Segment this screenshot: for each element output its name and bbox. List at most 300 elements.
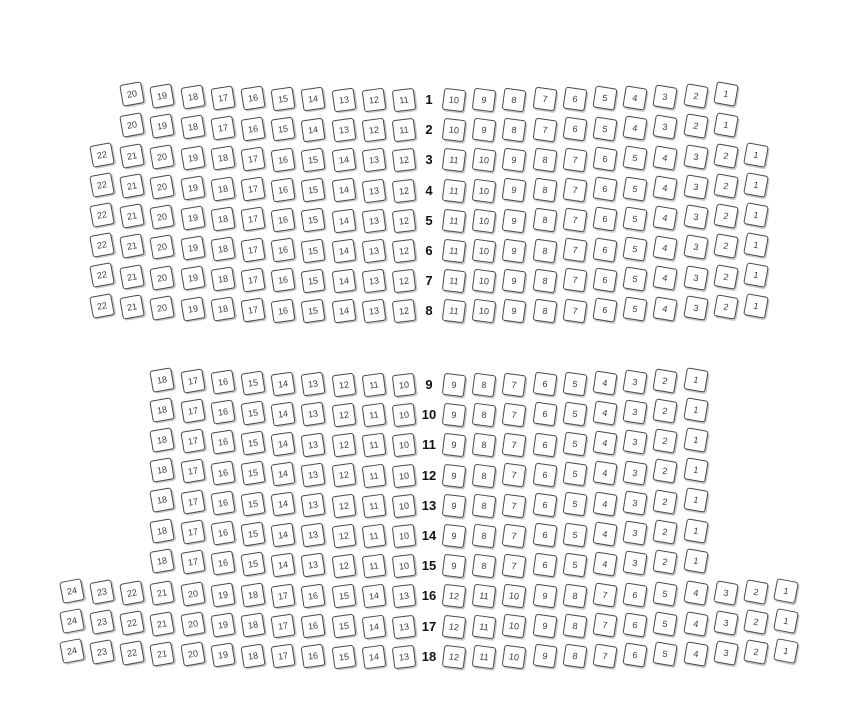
seat[interactable]: 18 xyxy=(180,114,205,139)
seat[interactable]: 10 xyxy=(442,88,467,113)
seat[interactable]: 10 xyxy=(392,494,417,519)
seat[interactable]: 18 xyxy=(150,518,175,543)
seat[interactable]: 7 xyxy=(532,87,557,112)
seat[interactable]: 1 xyxy=(743,172,769,198)
seat[interactable]: 7 xyxy=(502,554,527,579)
seat[interactable]: 18 xyxy=(210,176,235,201)
seat[interactable]: 13 xyxy=(301,432,326,457)
seat[interactable]: 12 xyxy=(392,269,417,294)
seat[interactable]: 11 xyxy=(472,644,497,669)
seat[interactable]: 15 xyxy=(301,208,326,233)
seat[interactable]: 14 xyxy=(331,299,356,324)
seat[interactable]: 15 xyxy=(331,644,356,669)
seat[interactable]: 2 xyxy=(653,549,678,574)
seat[interactable]: 13 xyxy=(361,148,386,173)
seat[interactable]: 16 xyxy=(210,550,235,575)
seat[interactable]: 24 xyxy=(59,608,85,634)
seat[interactable]: 4 xyxy=(653,145,678,170)
seat[interactable]: 12 xyxy=(442,584,467,609)
seat[interactable]: 12 xyxy=(392,178,417,203)
seat[interactable]: 8 xyxy=(502,87,527,112)
seat[interactable]: 3 xyxy=(713,640,739,666)
seat[interactable]: 1 xyxy=(743,202,769,228)
seat[interactable]: 3 xyxy=(623,460,648,485)
seat[interactable]: 8 xyxy=(502,118,527,143)
seat[interactable]: 12 xyxy=(331,463,356,488)
seat[interactable]: 9 xyxy=(472,118,497,143)
seat[interactable]: 14 xyxy=(331,208,356,233)
seat[interactable]: 16 xyxy=(271,207,296,232)
seat[interactable]: 2 xyxy=(713,203,739,229)
seat[interactable]: 6 xyxy=(623,612,648,637)
seat[interactable]: 14 xyxy=(271,371,296,396)
seat[interactable]: 20 xyxy=(180,612,205,637)
seat[interactable]: 10 xyxy=(472,208,497,233)
seat[interactable]: 10 xyxy=(472,269,497,294)
seat[interactable]: 18 xyxy=(210,146,235,171)
seat[interactable]: 11 xyxy=(442,299,467,324)
seat[interactable]: 14 xyxy=(301,87,326,112)
seat[interactable]: 20 xyxy=(150,204,175,229)
seat[interactable]: 10 xyxy=(472,299,497,324)
seat[interactable]: 1 xyxy=(683,488,708,513)
seat[interactable]: 6 xyxy=(623,582,648,607)
seat[interactable]: 4 xyxy=(623,85,648,110)
seat[interactable]: 7 xyxy=(502,493,527,518)
seat[interactable]: 10 xyxy=(392,463,417,488)
seat[interactable]: 8 xyxy=(532,178,557,203)
seat[interactable]: 1 xyxy=(713,82,739,108)
seat[interactable]: 8 xyxy=(472,403,497,428)
seat[interactable]: 20 xyxy=(150,295,175,320)
seat[interactable]: 7 xyxy=(562,147,587,172)
seat[interactable]: 3 xyxy=(623,520,648,545)
seat[interactable]: 16 xyxy=(210,399,235,424)
seat[interactable]: 15 xyxy=(240,431,265,456)
seat[interactable]: 6 xyxy=(592,207,617,232)
seat[interactable]: 3 xyxy=(653,114,678,139)
seat[interactable]: 1 xyxy=(773,578,799,604)
seat[interactable]: 22 xyxy=(119,610,145,636)
seat[interactable]: 2 xyxy=(653,398,678,423)
seat[interactable]: 17 xyxy=(180,398,205,423)
seat[interactable]: 17 xyxy=(210,115,235,140)
seat[interactable]: 13 xyxy=(301,372,326,397)
seat[interactable]: 11 xyxy=(361,373,386,398)
seat[interactable]: 9 xyxy=(442,554,467,579)
seat[interactable]: 5 xyxy=(562,371,587,396)
seat[interactable]: 14 xyxy=(331,269,356,294)
seat[interactable]: 13 xyxy=(301,523,326,548)
seat[interactable]: 12 xyxy=(442,645,467,670)
seat[interactable]: 20 xyxy=(180,642,205,667)
seat[interactable]: 13 xyxy=(392,645,417,670)
seat[interactable]: 4 xyxy=(592,551,617,576)
seat[interactable]: 22 xyxy=(89,263,115,289)
seat[interactable]: 5 xyxy=(623,236,648,261)
seat[interactable]: 4 xyxy=(592,400,617,425)
seat[interactable]: 11 xyxy=(361,493,386,518)
seat[interactable]: 18 xyxy=(150,367,175,392)
seat[interactable]: 22 xyxy=(89,172,115,198)
seat[interactable]: 21 xyxy=(119,294,145,320)
seat[interactable]: 20 xyxy=(150,265,175,290)
seat[interactable]: 17 xyxy=(240,237,265,262)
seat[interactable]: 22 xyxy=(89,202,115,228)
seat[interactable]: 12 xyxy=(361,88,386,113)
seat[interactable]: 13 xyxy=(331,118,356,143)
seat[interactable]: 14 xyxy=(361,644,386,669)
seat[interactable]: 6 xyxy=(532,493,557,518)
seat[interactable]: 13 xyxy=(361,208,386,233)
seat[interactable]: 19 xyxy=(150,83,175,108)
seat[interactable]: 3 xyxy=(623,369,648,394)
seat[interactable]: 1 xyxy=(713,112,739,138)
seat[interactable]: 21 xyxy=(150,581,175,606)
seat[interactable]: 11 xyxy=(361,433,386,458)
seat[interactable]: 1 xyxy=(683,518,708,543)
seat[interactable]: 16 xyxy=(210,430,235,455)
seat[interactable]: 5 xyxy=(562,522,587,547)
seat[interactable]: 5 xyxy=(562,432,587,457)
seat[interactable]: 15 xyxy=(331,584,356,609)
seat[interactable]: 16 xyxy=(240,116,265,141)
seat[interactable]: 12 xyxy=(331,493,356,518)
seat[interactable]: 19 xyxy=(210,582,235,607)
seat[interactable]: 16 xyxy=(271,147,296,172)
seat[interactable]: 21 xyxy=(119,143,145,169)
seat[interactable]: 20 xyxy=(119,112,145,138)
seat[interactable]: 22 xyxy=(119,580,145,606)
seat[interactable]: 10 xyxy=(472,178,497,203)
seat[interactable]: 9 xyxy=(532,644,557,669)
seat[interactable]: 6 xyxy=(532,402,557,427)
seat[interactable]: 13 xyxy=(361,178,386,203)
seat[interactable]: 18 xyxy=(150,427,175,452)
seat[interactable]: 11 xyxy=(361,524,386,549)
seat[interactable]: 18 xyxy=(150,397,175,422)
seat[interactable]: 4 xyxy=(653,236,678,261)
seat[interactable]: 14 xyxy=(271,552,296,577)
seat[interactable]: 16 xyxy=(210,369,235,394)
seat[interactable]: 19 xyxy=(180,296,205,321)
seat[interactable]: 9 xyxy=(442,433,467,458)
seat[interactable]: 14 xyxy=(361,614,386,639)
seat[interactable]: 9 xyxy=(532,584,557,609)
seat[interactable]: 1 xyxy=(743,263,769,289)
seat[interactable]: 7 xyxy=(562,298,587,323)
seat[interactable]: 4 xyxy=(592,491,617,516)
seat[interactable]: 19 xyxy=(180,266,205,291)
seat[interactable]: 12 xyxy=(392,239,417,264)
seat[interactable]: 24 xyxy=(59,638,85,664)
seat[interactable]: 9 xyxy=(442,494,467,519)
seat[interactable]: 19 xyxy=(180,145,205,170)
seat[interactable]: 14 xyxy=(301,117,326,142)
seat[interactable]: 10 xyxy=(392,554,417,579)
seat[interactable]: 2 xyxy=(743,639,769,665)
seat[interactable]: 3 xyxy=(683,174,708,199)
seat[interactable]: 16 xyxy=(301,614,326,639)
seat[interactable]: 7 xyxy=(532,117,557,142)
seat[interactable]: 2 xyxy=(653,489,678,514)
seat[interactable]: 13 xyxy=(392,614,417,639)
seat[interactable]: 6 xyxy=(532,432,557,457)
seat[interactable]: 18 xyxy=(240,583,265,608)
seat[interactable]: 12 xyxy=(392,299,417,324)
seat[interactable]: 13 xyxy=(301,402,326,427)
seat[interactable]: 6 xyxy=(532,372,557,397)
seat[interactable]: 20 xyxy=(150,144,175,169)
seat[interactable]: 14 xyxy=(271,432,296,457)
seat[interactable]: 15 xyxy=(301,238,326,263)
seat[interactable]: 16 xyxy=(271,238,296,263)
seat[interactable]: 1 xyxy=(683,367,708,392)
seat[interactable]: 7 xyxy=(562,207,587,232)
seat[interactable]: 16 xyxy=(240,86,265,111)
seat[interactable]: 10 xyxy=(442,118,467,143)
seat[interactable]: 5 xyxy=(653,642,678,667)
seat[interactable]: 15 xyxy=(271,117,296,142)
seat[interactable]: 2 xyxy=(713,173,739,199)
seat[interactable]: 13 xyxy=(361,269,386,294)
seat[interactable]: 5 xyxy=(562,492,587,517)
seat[interactable]: 20 xyxy=(150,235,175,260)
seat[interactable]: 18 xyxy=(180,84,205,109)
seat[interactable]: 4 xyxy=(653,296,678,321)
seat[interactable]: 17 xyxy=(210,85,235,110)
seat[interactable]: 1 xyxy=(683,427,708,452)
seat[interactable]: 15 xyxy=(240,370,265,395)
seat[interactable]: 6 xyxy=(592,237,617,262)
seat[interactable]: 14 xyxy=(331,148,356,173)
seat[interactable]: 3 xyxy=(653,84,678,109)
seat[interactable]: 13 xyxy=(331,87,356,112)
seat[interactable]: 5 xyxy=(562,462,587,487)
seat[interactable]: 6 xyxy=(592,297,617,322)
seat[interactable]: 7 xyxy=(592,613,617,638)
seat[interactable]: 6 xyxy=(592,267,617,292)
seat[interactable]: 18 xyxy=(210,297,235,322)
seat[interactable]: 1 xyxy=(683,548,708,573)
seat[interactable]: 2 xyxy=(713,264,739,290)
seat[interactable]: 1 xyxy=(683,397,708,422)
seat[interactable]: 3 xyxy=(683,295,708,320)
seat[interactable]: 4 xyxy=(592,431,617,456)
seat[interactable]: 9 xyxy=(502,208,527,233)
seat[interactable]: 2 xyxy=(743,609,769,635)
seat[interactable]: 11 xyxy=(392,88,417,113)
seat[interactable]: 2 xyxy=(713,294,739,320)
seat[interactable]: 16 xyxy=(210,460,235,485)
seat[interactable]: 12 xyxy=(361,118,386,143)
seat[interactable]: 23 xyxy=(89,639,115,665)
seat[interactable]: 13 xyxy=(361,239,386,264)
seat[interactable]: 5 xyxy=(623,297,648,322)
seat[interactable]: 11 xyxy=(442,269,467,294)
seat[interactable]: 3 xyxy=(623,430,648,455)
seat[interactable]: 8 xyxy=(562,613,587,638)
seat[interactable]: 7 xyxy=(502,433,527,458)
seat[interactable]: 17 xyxy=(180,429,205,454)
seat[interactable]: 24 xyxy=(59,578,85,604)
seat[interactable]: 2 xyxy=(743,579,769,605)
seat[interactable]: 23 xyxy=(89,579,115,605)
seat[interactable]: 17 xyxy=(180,489,205,514)
seat[interactable]: 11 xyxy=(472,614,497,639)
seat[interactable]: 12 xyxy=(442,614,467,639)
seat[interactable]: 11 xyxy=(442,178,467,203)
seat[interactable]: 10 xyxy=(472,239,497,264)
seat[interactable]: 14 xyxy=(331,178,356,203)
seat[interactable]: 15 xyxy=(301,298,326,323)
seat[interactable]: 2 xyxy=(653,368,678,393)
seat[interactable]: 2 xyxy=(713,143,739,169)
seat[interactable]: 2 xyxy=(713,234,739,260)
seat[interactable]: 22 xyxy=(89,293,115,319)
seat[interactable]: 5 xyxy=(562,552,587,577)
seat[interactable]: 15 xyxy=(240,551,265,576)
seat[interactable]: 21 xyxy=(119,234,145,260)
seat[interactable]: 6 xyxy=(623,642,648,667)
seat[interactable]: 17 xyxy=(240,207,265,232)
seat[interactable]: 16 xyxy=(301,584,326,609)
seat[interactable]: 21 xyxy=(150,611,175,636)
seat[interactable]: 10 xyxy=(392,524,417,549)
seat[interactable]: 17 xyxy=(180,519,205,544)
seat[interactable]: 6 xyxy=(532,523,557,548)
seat[interactable]: 6 xyxy=(562,117,587,142)
seat[interactable]: 8 xyxy=(472,524,497,549)
seat[interactable]: 17 xyxy=(240,146,265,171)
seat[interactable]: 13 xyxy=(301,493,326,518)
seat[interactable]: 5 xyxy=(623,206,648,231)
seat[interactable]: 19 xyxy=(210,642,235,667)
seat[interactable]: 10 xyxy=(392,403,417,428)
seat[interactable]: 10 xyxy=(502,584,527,609)
seat[interactable]: 5 xyxy=(623,146,648,171)
seat[interactable]: 7 xyxy=(502,372,527,397)
seat[interactable]: 19 xyxy=(150,113,175,138)
seat[interactable]: 14 xyxy=(361,584,386,609)
seat[interactable]: 15 xyxy=(240,461,265,486)
seat[interactable]: 3 xyxy=(713,610,739,636)
seat[interactable]: 21 xyxy=(119,173,145,199)
seat[interactable]: 8 xyxy=(472,433,497,458)
seat[interactable]: 5 xyxy=(623,266,648,291)
seat[interactable]: 1 xyxy=(743,232,769,258)
seat[interactable]: 15 xyxy=(271,86,296,111)
seat[interactable]: 15 xyxy=(240,491,265,516)
seat[interactable]: 8 xyxy=(532,208,557,233)
seat[interactable]: 11 xyxy=(472,584,497,609)
seat[interactable]: 23 xyxy=(89,609,115,635)
seat[interactable]: 9 xyxy=(502,269,527,294)
seat[interactable]: 17 xyxy=(180,549,205,574)
seat[interactable]: 18 xyxy=(150,457,175,482)
seat[interactable]: 18 xyxy=(210,236,235,261)
seat[interactable]: 12 xyxy=(331,523,356,548)
seat[interactable]: 6 xyxy=(532,553,557,578)
seat[interactable]: 21 xyxy=(119,203,145,229)
seat[interactable]: 4 xyxy=(592,461,617,486)
seat[interactable]: 15 xyxy=(301,178,326,203)
seat[interactable]: 3 xyxy=(683,235,708,260)
seat[interactable]: 17 xyxy=(271,583,296,608)
seat[interactable]: 4 xyxy=(623,115,648,140)
seat[interactable]: 11 xyxy=(442,209,467,234)
seat[interactable]: 9 xyxy=(442,463,467,488)
seat[interactable]: 4 xyxy=(683,611,708,636)
seat[interactable]: 8 xyxy=(562,583,587,608)
seat[interactable]: 4 xyxy=(653,266,678,291)
seat[interactable]: 1 xyxy=(773,608,799,634)
seat[interactable]: 16 xyxy=(271,298,296,323)
seat[interactable]: 14 xyxy=(271,462,296,487)
seat[interactable]: 18 xyxy=(210,206,235,231)
seat[interactable]: 6 xyxy=(592,146,617,171)
seat[interactable]: 14 xyxy=(271,522,296,547)
seat[interactable]: 10 xyxy=(472,148,497,173)
seat[interactable]: 8 xyxy=(562,644,587,669)
seat[interactable]: 2 xyxy=(683,113,708,138)
seat[interactable]: 3 xyxy=(713,580,739,606)
seat[interactable]: 4 xyxy=(592,370,617,395)
seat[interactable]: 3 xyxy=(683,144,708,169)
seat[interactable]: 4 xyxy=(592,521,617,546)
seat[interactable]: 17 xyxy=(240,297,265,322)
seat[interactable]: 4 xyxy=(653,205,678,230)
seat[interactable]: 8 xyxy=(472,373,497,398)
seat[interactable]: 8 xyxy=(532,298,557,323)
seat[interactable]: 4 xyxy=(683,641,708,666)
seat[interactable]: 21 xyxy=(119,264,145,290)
seat[interactable]: 11 xyxy=(361,403,386,428)
seat[interactable]: 2 xyxy=(683,83,708,108)
seat[interactable]: 1 xyxy=(683,457,708,482)
seat[interactable]: 10 xyxy=(392,373,417,398)
seat[interactable]: 4 xyxy=(683,581,708,606)
seat[interactable]: 13 xyxy=(361,299,386,324)
seat[interactable]: 8 xyxy=(532,147,557,172)
seat[interactable]: 3 xyxy=(623,550,648,575)
seat[interactable]: 5 xyxy=(623,176,648,201)
seat[interactable]: 18 xyxy=(240,643,265,668)
seat[interactable]: 5 xyxy=(592,116,617,141)
seat[interactable]: 22 xyxy=(89,232,115,258)
seat[interactable]: 3 xyxy=(683,204,708,229)
seat[interactable]: 12 xyxy=(331,433,356,458)
seat[interactable]: 11 xyxy=(361,463,386,488)
seat[interactable]: 17 xyxy=(271,644,296,669)
seat[interactable]: 9 xyxy=(442,373,467,398)
seat[interactable]: 10 xyxy=(502,614,527,639)
seat[interactable]: 8 xyxy=(472,493,497,518)
seat[interactable]: 9 xyxy=(502,178,527,203)
seat[interactable]: 18 xyxy=(210,266,235,291)
seat[interactable]: 15 xyxy=(301,268,326,293)
seat[interactable]: 15 xyxy=(331,614,356,639)
seat[interactable]: 9 xyxy=(502,148,527,173)
seat[interactable]: 16 xyxy=(210,490,235,515)
seat[interactable]: 14 xyxy=(331,238,356,263)
seat[interactable]: 7 xyxy=(502,403,527,428)
seat[interactable]: 5 xyxy=(562,401,587,426)
seat[interactable]: 13 xyxy=(392,584,417,609)
seat[interactable]: 6 xyxy=(532,462,557,487)
seat[interactable]: 7 xyxy=(592,643,617,668)
seat[interactable]: 22 xyxy=(119,640,145,666)
